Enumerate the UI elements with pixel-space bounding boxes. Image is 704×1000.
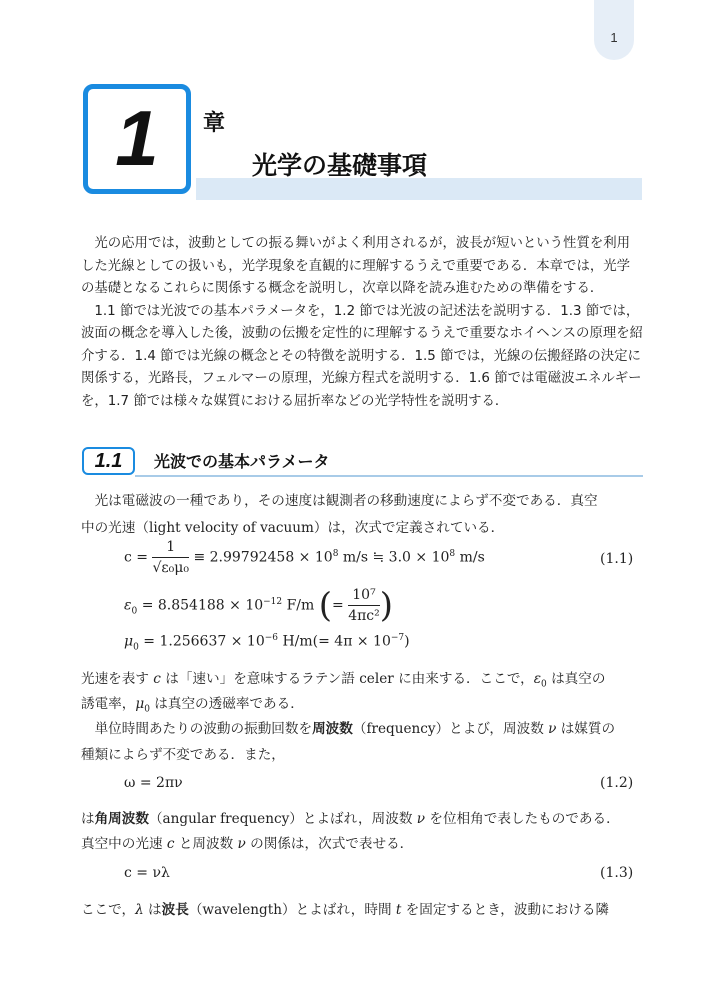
body-line: は角周波数（angular frequency）とよばれ，周波数 ν を位相角で表したものである． xyxy=(81,811,620,827)
equation-label: (1.2) xyxy=(600,775,634,791)
fraction: $\frac{1}{\text{√ε₀μ₀}}$ xyxy=(152,539,189,576)
intro-paragraph: 1.1 節では光波での基本パラメータを，1.2 節では光波の記述法を説明する．1.3 節では，波面の概念を導入した後，波動の伝搬を定性的に理解するうえで重要なホイヘンスの原理を紹介する．1.4 節では光線の概念とその特徴を説明する．1.5 節では，光線の伝搬経路の決定に関係する，光路長，フェルマーの原理，光線方程式を説明する．1.6 節では電磁波エネルギーを，1.7 節では様々な媒質における屈折率などの光学特性を説明する． xyxy=(81,303,644,409)
body-line: 光は電磁波の一種であり，その速度は観測者の移動速度によらず不変である．真空 xyxy=(94,493,598,509)
chapter-number-box xyxy=(83,84,191,194)
page-number: 1 xyxy=(610,30,618,45)
section-underline xyxy=(135,475,643,477)
body-line: 真空中の光速 c と周波数 ν の関係は，次式で表せる． xyxy=(81,836,414,852)
body-line: 種類によらず不変である．また， xyxy=(81,747,285,763)
equation-epsilon: $\varepsilon_0 = 8.854188 \times 10^{-12}$ F/m (= $\frac{\text{10⁷}}{\text{4πc²}}$ ) xyxy=(124,585,394,626)
chapter-word: 章 xyxy=(203,111,226,136)
body-line: 誘電率，$\mu_0$ は真空の透磁率である． xyxy=(81,696,304,715)
body-line: 中の光速（light velocity of vacuum）は，次式で定義されている． xyxy=(81,520,505,536)
chapter-number: 1 xyxy=(115,94,159,182)
equation-mu: $\mu_0 = 1.256637 \times 10^{-6}$ $H/m(= 4\pi \times 10^{-7})$ xyxy=(124,633,410,653)
chapter-intro xyxy=(81,233,643,413)
chapter-title: 光学の基礎事項 xyxy=(252,151,428,180)
body-line: ここで，λ は波長（wavelength）とよばれ，時間 t を固定するとき，波動における隣 xyxy=(81,902,610,918)
section-title: 光波での基本パラメータ xyxy=(154,452,330,471)
body-line: 光速を表す c は「速い」を意味するラテン語 celer に由来する．ここで，$\varepsilon_0$ は真空の xyxy=(81,671,606,690)
equation-1-3: c = νλ xyxy=(124,865,170,881)
equation-1-1: c = $\frac{1}{\text{√ε₀μ₀}}$ ≡ $2.99792458 \times 10^8$ m/s ≒ $3.0 \times 10^8$ m/s xyxy=(124,539,485,576)
section-number: 1.1 xyxy=(82,447,135,475)
fraction: $\frac{\text{10⁷}}{\text{4πc²}}$ xyxy=(348,587,380,624)
equation-label: (1.1) xyxy=(600,551,634,567)
body-line: 単位時間あたりの波動の振動回数を周波数（frequency）とよび，周波数 ν は媒質の xyxy=(94,721,616,737)
intro-paragraph: 光の応用では，波動としての振る舞いがよく利用されるが，波長が短いという性質を利用した光線としての扱いも，光学現象を直観的に理解するうえで重要である．本章では，光学の基礎となるこれらに関係する概念を説明し，次章以降を読み進むための準備をする． xyxy=(81,236,631,296)
equation-1-2: ω = 2πν xyxy=(124,775,183,791)
equation-label: (1.3) xyxy=(600,865,634,881)
